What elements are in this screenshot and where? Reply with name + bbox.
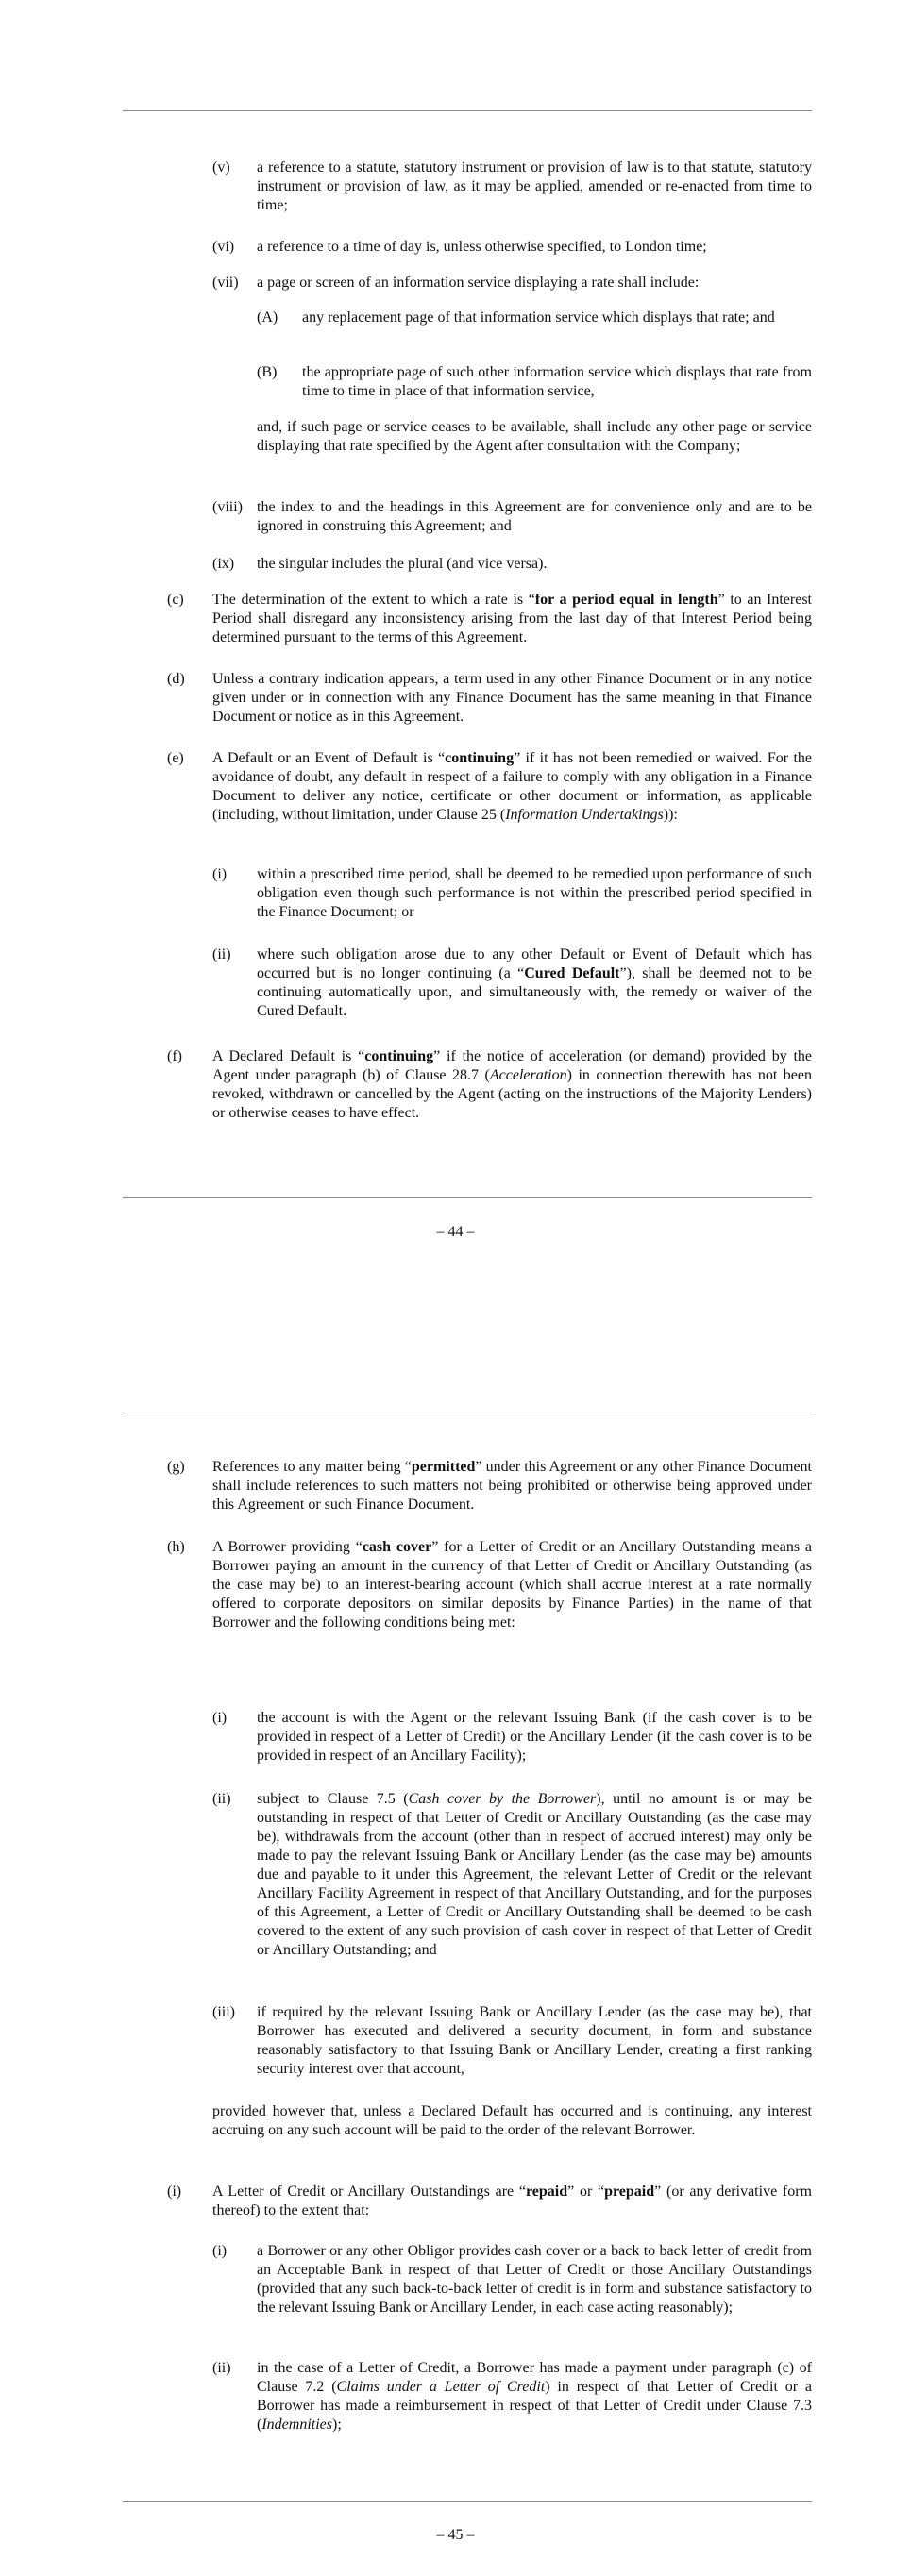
item-label: (i) [167,2183,182,2200]
page-top-rule [123,110,812,111]
item-text: where such obligation arose due to any other Default or Event of Default which has occurred but is no longer continuing (a “Cured Default”), shall be deemed not to be continuing automatically upon, and simultaneously with, the remedy or waiver of the Cured Default. [257,946,813,1019]
page-bottom-rule [123,2501,812,2502]
item-label: (g) [167,1459,185,1475]
item-text: References to any matter being “permitted” under this Agreement or any other Finance Document shall include references to such matters not being prohibited or otherwise being approved under this Agreement or such Finance Document. [212,1459,812,1513]
item-text: the singular includes the plural (and vice versa). [257,556,548,572]
item-label: (B) [257,364,278,380]
item-label: (ii) [212,2360,231,2376]
item-label: (i) [212,866,228,882]
continuation-text: provided however that, unless a Declared Default has occurred and is continuing, any interest accruing on any such account will be paid to the order of the relevant Borrower. [212,2103,812,2138]
item-text: if required by the relevant Issuing Bank or Ancillary Lender (as the case may be), that Borrower has executed and delivered a security document, in form and substance reasonably satisfactory to that Issuing Bank or Ancillary Lender, creating a first ranking security interest over that account, [257,2004,812,2077]
item-label: (d) [167,671,185,687]
item-label: (h) [167,1539,185,1555]
item-label: (e) [167,750,184,766]
item-text: a reference to a time of day is, unless otherwise specified, to London time; [257,239,707,255]
item-text: the account is with the Agent or the relevant Issuing Bank (if the cash cover is to be provided in respect of a Letter of Credit) or the Ancillary Lender (if the cash cover is to be provided in respect of an Ancillary Facility); [257,1710,812,1764]
continuation-text: and, if such page or service ceases to be available, shall include any other page or service displaying that rate specified by the Agent after consultation with the Company; [257,419,812,454]
item-text: the appropriate page of such other information service which displays that rate from time to time in place of that information service, [302,364,812,399]
page-number: – 45 – [436,2527,475,2543]
item-label: (i) [212,2243,228,2259]
item-label: (f) [167,1048,182,1064]
item-label: (vii) [212,275,239,291]
item-text: any replacement page of that information service which displays that rate; and [302,309,775,326]
item-label: (i) [212,1710,228,1726]
item-label: (ix) [212,556,235,572]
item-text: within a prescribed time period, shall be deemed to be remedied upon performance of such obligation even though such performance is not within the prescribed period specified in the Finance Document; or [257,866,812,920]
item-text: A Declared Default is “continuing” if the notice of acceleration (or demand) provided by the Agent under paragraph (b) of Clause 28.7 (Acceleration) in connection therewith has not been revoked, withdrawn or cancelled by the Agent (acting on the instructions of the Majority Lenders) or otherwise ceases to have effect. [212,1048,813,1121]
item-text: subject to Clause 7.5 (Cash cover by the Borrower), until no amount is or may be outstanding in respect of that Letter of Credit or Ancillary Outstanding (as the case may be), withdrawals from the account (other than in respect of accrued interest) may only be made to pay the relevant Issuing Bank or Ancillary Lender (as the case may be) amounts due and payable to it under this Agreement, the relevant Letter of Credit or the relevant Ancillary Facility Agreement in respect of that Ancillary Outstanding, and for the purposes of this Agreement, a Letter of Credit or Ancillary Outstanding shall be deemed to be cash covered to the extent of any such provision of cash cover in respect of that Letter of Credit or Ancillary Outstanding; and [257,1791,813,1958]
page-bottom-rule [123,1197,812,1198]
page-number: – 44 – [436,1224,475,1240]
item-text: A Default or an Event of Default is “continuing” if it has not been remedied or waived. For the avoidance of doubt, any default in respect of a failure to comply with any obligation in a Finance Document to deliver any notice, certificate or other document or information, as applicable (including, without limitation, under Clause 25 (Information Undertakings)): [212,750,812,823]
item-text: a Borrower or any other Obligor provides cash cover or a back to back letter of credit from an Acceptable Bank in respect of that Letter of Credit or those Ancillary Outstandings (provided that any such back-to-back letter of credit is in form and substance satisfactory to the relevant Issuing Bank or Ancillary Lender, in each case acting reasonably); [257,2243,812,2316]
item-label: (A) [257,309,278,326]
item-text: Unless a contrary indication appears, a term used in any other Finance Document or in any notice given under or in connection with any Finance Document has the same meaning in that Finance Document or notice as in this Agreement. [212,671,812,725]
item-label: (iii) [212,2004,235,2020]
item-label: (c) [167,592,184,608]
item-text: The determination of the extent to which a rate is “for a period equal in length” to an Interest Period shall disregard any inconsistency arising from the last day of that Interest Period being determined pursuant to the terms of this Agreement. [212,592,813,645]
item-label: (ii) [212,1791,231,1807]
item-label: (v) [212,159,230,176]
item-text: the index to and the headings in this Agreement are for convenience only and are to be ignored in construing this Agreement; and [257,499,812,534]
item-text: A Letter of Credit or Ancillary Outstandings are “repaid” or “prepaid” (or any derivative form thereof) to the extent that: [212,2183,812,2218]
item-label: (viii) [212,499,243,515]
item-text: a reference to a statute, statutory instrument or provision of law is to that statute, statutory instrument or provision of law, as it may be applied, amended or re-enacted from time to time; [257,159,812,213]
item-text: A Borrower providing “cash cover” for a Letter of Credit or an Ancillary Outstanding means a Borrower paying an amount in the currency of that Letter of Credit or Ancillary Outstanding (as the case may be) to an interest-bearing account (which shall accrue interest at a rate normally offered to corporate depositors on similar deposits by Finance Parties) in the name of that Borrower and the following conditions being met: [212,1539,812,1631]
item-text: in the case of a Letter of Credit, a Borrower has made a payment under paragraph (c) of Clause 7.2 (Claims under a Letter of Credit) in respect of that Letter of Credit or a Borrower has made a reimbursement in respect of that Letter of Credit under Clause 7.3 (Indemnities); [257,2360,813,2433]
item-label: (ii) [212,946,231,962]
item-text: a page or screen of an information service displaying a rate shall include: [257,275,700,291]
item-label: (vi) [212,239,235,255]
